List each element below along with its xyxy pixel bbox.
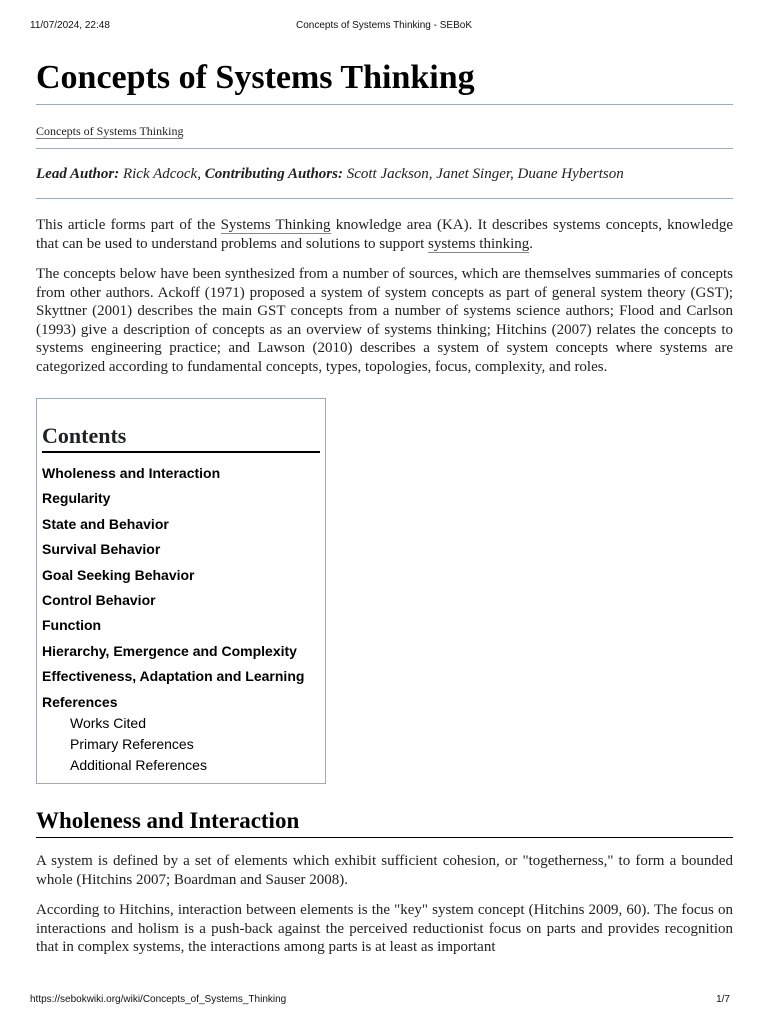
toc-list — [42, 461, 320, 776]
contributing-authors-names: Scott Jackson, Janet Singer, Duane Hybertson — [346, 166, 624, 182]
systems-thinking-ka-link[interactable]: Systems Thinking — [220, 217, 331, 233]
section-heading-wholeness: Wholeness and Interaction — [36, 805, 733, 838]
section-paragraph-1: A system is defined by a set of elements which exhibit sufficient cohesion, or "togetherness," to form a bounded whole (Hitchins 2007; Boardman and Sauser 2008). — [36, 853, 733, 888]
lead-author-name: Rick Adcock — [122, 166, 198, 182]
intro1-text-c: . — [529, 235, 534, 252]
print-header — [30, 20, 738, 34]
lead-author-label: Lead Author: — [36, 166, 120, 182]
page-title: Concepts of Systems Thinking — [36, 54, 733, 105]
section-paragraph-2: According to Hitchins, interaction between elements is the "key" system concept (Hitchins 2009, 60). The focus on interactions and holism is a push-back against the perceived reductionist focus on parts and provides recognition that in complex systems, the interactions among parts is at least as important — [36, 902, 733, 955]
print-page-number: 1/7 — [716, 994, 730, 1005]
systems-thinking-link[interactable]: systems thinking — [428, 235, 530, 252]
toc-item-references[interactable]: References — [42, 693, 118, 710]
print-footer — [30, 994, 738, 1008]
print-datetime: 11/07/2024, 22:48 — [30, 20, 110, 31]
table-of-contents — [36, 398, 326, 784]
toc-item-wholeness[interactable]: Wholeness and Interaction — [42, 465, 221, 481]
toc-item-function[interactable]: Function — [42, 617, 102, 634]
toc-item-goal-seeking[interactable]: Goal Seeking Behavior — [42, 566, 195, 583]
toc-item-control-behavior[interactable]: Control Behavior — [42, 592, 156, 609]
intro-paragraph-2: The concepts below have been synthesized from a number of sources, which are themselves summaries of concepts from other authors. Ackoff (1971) proposed a system of system concepts as part of general system theory (GST); Skyttner (2001) describes the main GST concepts from a number of systems science authors; Flood and Carlson (1993) give a description of concepts as an overview of systems thinking; Hitchins (2007) relates the concepts to systems engineering practice; and Lawson (2010) describes a system of system concepts where systems are categorized according to fundamental concepts, types, topologies, focus, complexity, and roles. — [36, 266, 733, 375]
print-url: https://sebokwiki.org/wiki/Concepts_of_Systems_Thinking — [30, 994, 287, 1005]
toc-item-effectiveness[interactable]: Effectiveness, Adaptation and Learning — [42, 668, 305, 685]
breadcrumb — [36, 124, 733, 140]
article-page — [36, 54, 733, 957]
breadcrumb-link[interactable]: Concepts of Systems Thinking — [36, 124, 184, 138]
toc-item-regularity[interactable]: Regularity — [42, 490, 111, 507]
contributing-authors-label: Contributing Authors: — [204, 166, 343, 182]
toc-subitem-additional-references[interactable]: Additional References — [70, 756, 207, 773]
breadcrumb-divider — [36, 148, 733, 149]
print-doc-title: Concepts of Systems Thinking - SEBoK — [295, 20, 472, 31]
toc-item-hierarchy[interactable]: Hierarchy, Emergence and Complexity — [42, 642, 297, 659]
toc-subitem-primary-references[interactable]: Primary References — [70, 735, 194, 752]
toc-subitem-works-cited[interactable]: Works Cited — [70, 714, 146, 731]
toc-item-survival-behavior[interactable]: Survival Behavior — [42, 541, 161, 558]
toc-item-state-behavior[interactable]: State and Behavior — [42, 515, 169, 532]
intro-paragraph-1 — [36, 216, 733, 253]
intro1-text-a: This article forms part of the — [36, 217, 221, 233]
authors-divider — [36, 198, 733, 199]
toc-title: Contents — [42, 421, 320, 453]
author-line: Lead Author: Rick Adcock, Contributing Authors: Scott Jackson, Janet Singer, Duane Hybertson — [36, 166, 624, 182]
intro1-text-b: knowledge area (KA). It describes systems concepts, knowledge that can be used to understand problems and solutions to support — [36, 217, 733, 252]
